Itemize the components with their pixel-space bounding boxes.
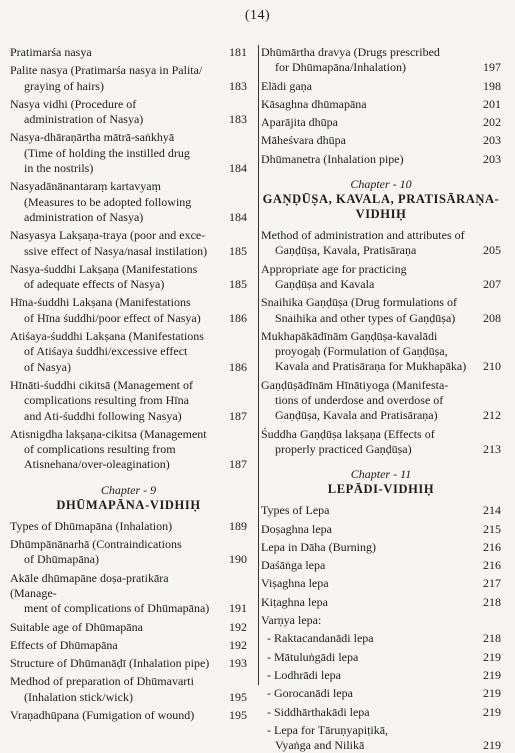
index-entry: [261, 595, 501, 610]
entry-page-number: 192: [229, 619, 247, 634]
entry-title: [10, 571, 221, 617]
index-entry: [261, 705, 501, 720]
entry-line: Method of administration and attributes of: [261, 228, 465, 243]
entry-title: [261, 576, 475, 591]
index-entry: [261, 79, 501, 94]
entry-page-number: 219: [483, 738, 501, 753]
entry-line: Gaṇḍūṣa, Kavala, Pratisāraṇa: [275, 243, 417, 258]
entry-title: [261, 295, 475, 326]
entry-page-number: 215: [483, 521, 501, 536]
index-entry: [10, 228, 247, 259]
entry-line: Pratimarśa nasya: [10, 45, 92, 59]
entry-title: [10, 378, 221, 424]
index-entry: [261, 329, 501, 375]
entry-line: Atiśaya-śuddhi Lakṣana (Manifestations: [10, 329, 204, 344]
right-entries-b: [261, 228, 501, 457]
entry-line: - Lepa for Tāruṇyapiṭikā,: [267, 722, 389, 737]
entry-line: Elādi gaṇa: [261, 78, 312, 93]
entry-line: Kiṭaghna lepa: [261, 594, 328, 609]
index-entry: [261, 631, 501, 646]
entry-line: of Atiśaya śuddhi/excessive effect: [24, 344, 188, 359]
entry-line: Kāsaghna dhūmapāna: [261, 96, 367, 111]
entry-page-number: 207: [483, 276, 501, 291]
entry-page-number: 184: [229, 209, 247, 224]
entry-line: proyogaḥ (Formulation of Gaṇḍūṣa,: [275, 344, 448, 359]
entry-title: [261, 45, 475, 76]
entry-page-number: 218: [483, 594, 501, 609]
entry-line: Mukhapākādīnām Gaṇḍūṣa-kavalādi: [261, 328, 438, 343]
entry-line: - Mātuluṅgādi lepa: [267, 649, 359, 664]
entry-line: Lepa in Dāha (Burning): [261, 539, 376, 554]
entry-title: [261, 540, 475, 555]
index-entry: [261, 650, 501, 665]
index-entry: [261, 133, 501, 148]
entry-title: [261, 522, 475, 537]
entry-line: administration of Nasya): [24, 112, 144, 127]
index-entry: [261, 262, 501, 293]
entry-line: Kavala and Pratisāraṇa for Mukhapāka): [275, 359, 467, 374]
index-entry: [261, 378, 501, 424]
entry-line: Nasya-dhāraṇārtha mātrā-saṅkhyā: [10, 130, 175, 145]
index-entry: [10, 638, 247, 653]
right-column: [258, 45, 501, 753]
entry-page-number: 203: [483, 151, 501, 166]
entry-title: [261, 631, 475, 646]
entry-page-number: 201: [483, 96, 501, 111]
chapter-11-title: LEPĀDI-VIDHIḤ: [327, 482, 435, 497]
entry-page-number: 198: [483, 78, 501, 93]
left-entries-b: [10, 519, 247, 724]
entry-line: - Siddhārthakādi lepa: [267, 704, 370, 719]
entry-page-number: 192: [229, 637, 247, 652]
page-number: (14): [244, 8, 271, 23]
chapter-10-title-line-2: VIDHIḤ: [355, 207, 407, 222]
index-entry: [10, 708, 247, 723]
entry-title: [10, 295, 221, 326]
chapter-11-label: Chapter - 11: [350, 467, 412, 482]
entry-page-number: 193: [229, 656, 247, 671]
entry-line: Snaihika and other types of Gaṇḍūṣa): [275, 310, 456, 325]
entry-page-number: 181: [229, 45, 247, 59]
entry-line: Appropriate age for practicing: [261, 261, 407, 276]
entry-title: [261, 378, 475, 424]
right-entries-a: [261, 45, 501, 167]
entry-line: Suitable age of Dhūmapāna: [10, 619, 143, 634]
index-entry: [10, 674, 247, 705]
entry-page-number: 197: [483, 60, 501, 75]
index-entry: [10, 537, 247, 568]
entry-title: [10, 262, 221, 293]
entry-line: Nasya vidhi (Procedure of: [10, 96, 137, 111]
index-entry: [10, 519, 247, 534]
entry-title: [261, 427, 475, 458]
entry-page-number: 186: [229, 310, 247, 325]
chapter-10-title: [261, 192, 501, 222]
index-entry: [10, 262, 247, 293]
entry-page-number: 210: [483, 359, 501, 374]
index-entry: [261, 503, 501, 518]
entry-title: [10, 656, 221, 671]
index-entry: [261, 668, 501, 683]
entry-title: [10, 519, 221, 534]
entry-line: Nasyasya Lakṣaṇa-traya (poor and exce-: [10, 228, 206, 243]
left-column: [10, 45, 247, 726]
entry-page-number: 202: [483, 115, 501, 130]
entry-line: ssive effect of Nasya/nasal instilation): [24, 243, 208, 258]
entry-title: [261, 613, 475, 628]
entry-line: of Hīna śuddhi/poor effect of Nasya): [24, 310, 201, 325]
entry-line: and Ati-śuddhi following Nasya): [24, 408, 182, 423]
entry-page-number: 195: [229, 707, 247, 722]
entry-page-number: 219: [483, 686, 501, 701]
entry-line: Varṇya lepa:: [261, 613, 322, 628]
entry-page-number: 185: [229, 243, 247, 258]
entry-page-number: 184: [229, 161, 247, 176]
index-entry: [10, 656, 247, 671]
index-entry: [261, 576, 501, 591]
entry-title: [10, 674, 221, 705]
index-entry: [261, 723, 501, 753]
entry-page-number: 218: [483, 631, 501, 646]
entry-line: for Dhūmapāna/Inhalation): [275, 60, 406, 75]
entry-page-number: 213: [483, 441, 501, 456]
entry-line: Snaihika Gaṇḍūṣa (Drug formulations of: [261, 295, 457, 310]
entry-line: administration of Nasya): [24, 209, 144, 224]
entry-page-number: 195: [229, 689, 247, 704]
entry-title: [10, 45, 221, 60]
entry-page-number: 208: [483, 310, 501, 325]
entry-line: Śuddha Gaṇḍūṣa lakṣaṇa (Effects of: [261, 426, 435, 441]
entry-title: [261, 329, 475, 375]
entry-page-number: 216: [483, 558, 501, 573]
entry-line: Vraṇadhūpana (Fumigation of wound): [10, 707, 195, 722]
entry-title: [10, 329, 221, 375]
index-entry: [261, 152, 501, 167]
index-entry: [261, 540, 501, 555]
entry-title: [261, 79, 475, 94]
entry-line: of complications resulting from: [24, 442, 176, 457]
entry-page-number: 187: [229, 457, 247, 472]
index-entry: [261, 115, 501, 130]
entry-line: Effects of Dhūmapāna: [10, 637, 118, 652]
entry-line: (Time of holding the instilled drug: [24, 145, 190, 160]
entry-line: Atisnigdha lakṣaṇa-cikitsa (Management: [10, 426, 207, 441]
entry-title: [261, 558, 475, 573]
entry-line: Daśāṅga lepa: [261, 558, 326, 573]
entry-page-number: 216: [483, 539, 501, 554]
entry-line: Types of Lepa: [261, 503, 330, 518]
index-entry: [261, 97, 501, 112]
entry-page-number: 185: [229, 277, 247, 292]
entry-line: complications resulting from Hīna: [24, 393, 189, 408]
entry-page-number: 187: [229, 408, 247, 423]
entry-line: Structure of Dhūmanāḍī (Inhalation pipe): [10, 656, 210, 671]
entry-line: (Inhalation stick/wick): [24, 689, 133, 704]
entry-line: Akāle dhūmapāne doṣa-pratikāra (Manage-: [10, 570, 169, 600]
entry-line: Aparājita dhūpa: [261, 115, 338, 130]
entry-page-number: 219: [483, 704, 501, 719]
entry-line: tions of underdose and overdose of: [275, 393, 444, 408]
index-entry: [10, 571, 247, 617]
entry-title: [261, 705, 475, 720]
entry-title: [261, 97, 475, 112]
entry-line: of adequate effects of Nasya): [24, 277, 165, 292]
entry-line: Vyaṅga and Nilikā: [275, 738, 365, 753]
entry-line: Hīna-śuddhi Lakṣana (Manifestations: [10, 295, 191, 310]
entry-title: [10, 708, 221, 723]
entry-line: Palite nasya (Pratimarśa nasya in Palita/: [10, 63, 203, 78]
entry-line: Nasya-śuddhi Lakṣaṇa (Manifestations: [10, 261, 198, 276]
entry-line: - Gorocanādi lepa: [267, 686, 353, 701]
entry-page-number: 212: [483, 408, 501, 423]
entry-line: Dhūmārtha dravya (Drugs prescribed: [261, 45, 440, 59]
entry-page-number: 186: [229, 359, 247, 374]
entry-page-number: 217: [483, 576, 501, 591]
index-entry: [261, 613, 501, 628]
entry-title: [10, 427, 221, 473]
entry-line: Dhūmpānānarhā (Contraindications: [10, 537, 182, 552]
entry-line: Hīnāti-śuddhi cikitsā (Management of: [10, 377, 193, 392]
index-entry: [10, 295, 247, 326]
chapter-10-label: Chapter - 10: [350, 177, 412, 192]
entry-title: [261, 152, 475, 167]
index-entry: [10, 97, 247, 128]
index-entry: [10, 329, 247, 375]
chapter-9-title: DHŪMAPĀNA-VIDHIḤ: [56, 497, 201, 512]
entry-title: [10, 179, 221, 225]
entry-page-number: 219: [483, 667, 501, 682]
entry-page-number: 183: [229, 78, 247, 93]
entry-title: [261, 668, 475, 683]
entry-title: [261, 115, 475, 130]
entry-line: Gaṇḍūṣa and Kavala: [275, 276, 375, 291]
entry-title: [261, 503, 475, 518]
entry-line: ment of complications of Dhūmapāna): [24, 601, 210, 616]
entry-line: - Raktacandanādi lepa: [267, 631, 374, 646]
entry-page-number: 189: [229, 518, 247, 533]
entry-page-number: 183: [229, 112, 247, 127]
index-entry: [10, 620, 247, 635]
entry-page-number: 219: [483, 649, 501, 664]
entry-line: properly practiced Gaṇḍūṣa): [275, 441, 412, 456]
entry-line: Nasyadānānantaraṃ kartavyaṃ: [10, 179, 161, 194]
entry-title: [10, 63, 221, 94]
index-entry: [261, 427, 501, 458]
entry-page-number: 191: [229, 601, 247, 616]
entry-line: Viṣaghna lepa: [261, 576, 329, 591]
index-entry: [10, 427, 247, 473]
entry-line: of Dhūmapāna): [24, 552, 99, 567]
entry-title: [10, 97, 221, 128]
left-entries-a: [10, 45, 247, 473]
entry-line: Atisnehana/over-oleagination): [24, 457, 170, 472]
entry-title: [10, 638, 221, 653]
index-entry: [261, 45, 501, 76]
index-entry: [10, 179, 247, 225]
entry-title: [261, 723, 475, 753]
entry-line: Māheśvara dhūpa: [261, 133, 346, 148]
index-entry: [261, 558, 501, 573]
chapter-10-title-line-1: GAṆḌŪṢA, KAVALA, PRATISĀRAṆA-: [262, 192, 500, 207]
entry-line: Medhod of preparation of Dhūmavarti: [10, 674, 194, 689]
entry-title: [10, 537, 221, 568]
entry-title: [10, 620, 221, 635]
entry-line: of Nasya): [24, 359, 71, 374]
entry-title: [10, 228, 221, 259]
entry-title: [261, 595, 475, 610]
entry-page-number: 205: [483, 243, 501, 258]
index-entry: [261, 686, 501, 701]
entry-line: graying of hairs): [24, 78, 104, 93]
entry-title: [10, 130, 221, 176]
right-entries-c: [261, 503, 501, 753]
index-entry: [261, 295, 501, 326]
entry-title: [261, 228, 475, 259]
entry-title: [261, 262, 475, 293]
chapter-9-label: Chapter - 9: [100, 482, 157, 497]
entry-page-number: 190: [229, 552, 247, 567]
entry-page-number: 203: [483, 133, 501, 148]
index-entry: [10, 130, 247, 176]
entry-line: Types of Dhūmapāna (Inhalation): [10, 518, 173, 533]
entry-line: Dhūmanetra (Inhalation pipe): [261, 151, 404, 166]
entry-title: [261, 650, 475, 665]
entry-title: [261, 133, 475, 148]
index-entry: [10, 378, 247, 424]
entry-line: - Lodhrādi lepa: [267, 667, 341, 682]
entry-title: [261, 686, 475, 701]
entry-line: Gaṇḍūṣa, Kavala and Pratisāraṇa): [275, 408, 438, 423]
entry-line: Doṣaghna lepa: [261, 521, 332, 536]
entry-line: (Measures to be adopted following: [24, 194, 192, 209]
entry-line: Gaṇḍūṣādīnām Hīnātiyoga (Manifesta-: [261, 377, 449, 392]
index-entry: [261, 522, 501, 537]
entry-page-number: 214: [483, 503, 501, 518]
index-entry: [10, 63, 247, 94]
entry-line: in the nostrils): [24, 161, 94, 176]
index-entry: [10, 45, 247, 60]
index-entry: [261, 228, 501, 259]
